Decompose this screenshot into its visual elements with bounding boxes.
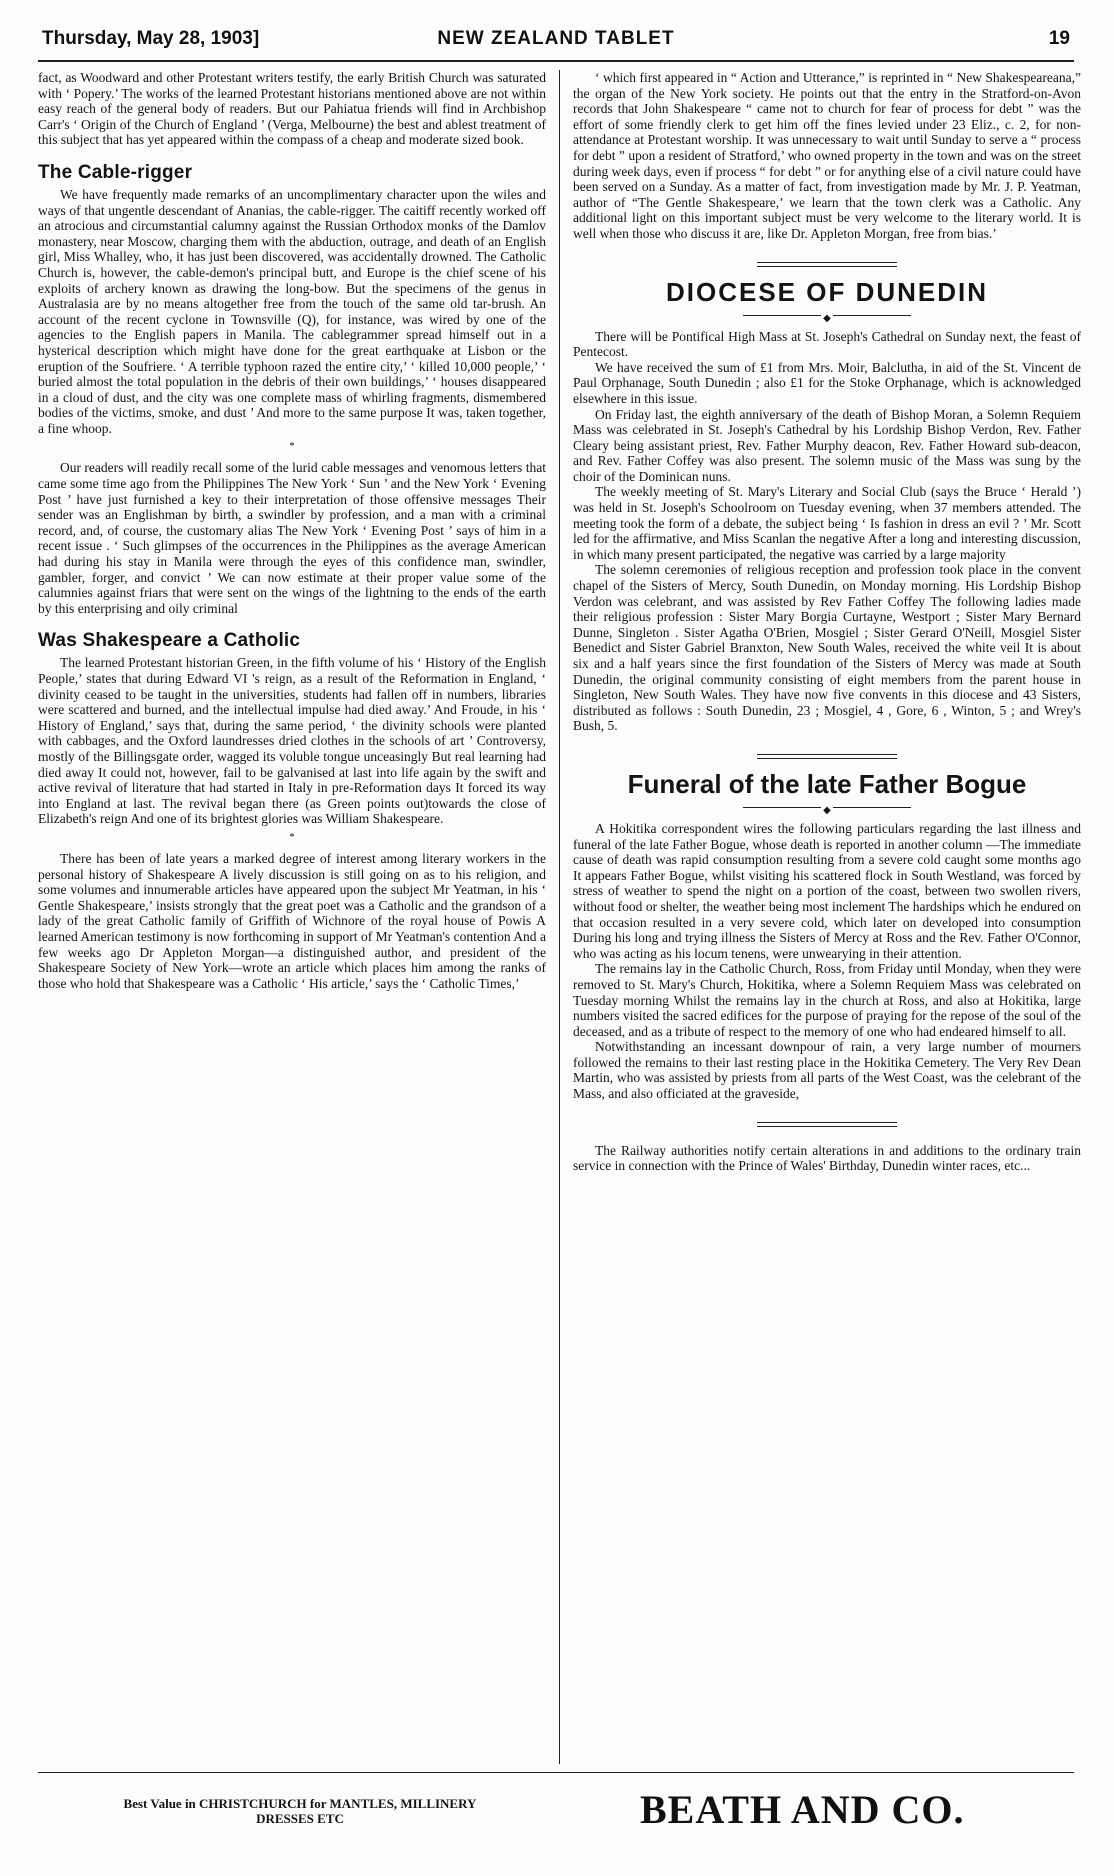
section-rule: [757, 262, 897, 267]
masthead: [38, 14, 1074, 62]
cable-rigger-heading: The Cable-rigger: [38, 161, 193, 183]
issue-date: Thursday, May 28, 1903]: [42, 28, 260, 49]
shakespeare-heading: Was Shakespeare a Catholic: [38, 630, 301, 652]
right-column: [573, 70, 1081, 1764]
diocese-paragraph: The weekly meeting of St. Mary's Literary and Social Club (says the Bruce ‘ Herald ’) was held in St. Joseph's Schoolroom on Tuesday evening, when 37 members attended. The meeting took the form of a debate, the subject being ‘ Is fashion in dress an evil ? ’ Mr. Scott led for the affirmative, and Miss Scanlan the negative After a long and interesting discussion, in which many present participated, the negative was carried by a large majority: [573, 484, 1081, 562]
page-number: 19: [1048, 28, 1070, 49]
section-rule: [757, 1122, 897, 1127]
left-column: [38, 70, 546, 1764]
advert-brand: BEATH AND CO.: [640, 1787, 965, 1832]
diamond-ornament-icon: ◆: [823, 804, 831, 816]
shakespeare-continuation: ‘ which first appeared in “ Action and Utterance,” is reprinted in “ New Shakespeareana,” the organ of the New York society. He points out that the entry in the Stratford-on-Avon records that John Shakespeare “ came not to church for fear of process for debt ” was the effort of some friendly clerk to get him off the fines levied under 23 Eliz., c. 2, for non-attendance at Protestant worship. It was unnecessary to wait until Sunday to serve a “ process for debt ” upon a resident of Stratford,’ who owned property in the town and was on the street during week days, even if process “ for debt ” or for anything else of a civil nature could have been served on a Sunday. As a matter of fact, from investigation made by Mr. J. P. Yeatman, author of “The Gentle Shakespeare,’ we learn that the town clerk was a Catholic. Any additional light on this important subject must be very welcome to the literary world. It is well when those who discuss it are, like Dr. Appleton Morgan, free from bias.’: [573, 70, 1081, 241]
advert-line: Best Value in CHRISTCHURCH for MANTLES, MILLINERY: [123, 1796, 477, 1811]
section-rule: [757, 754, 897, 759]
column-divider: [559, 70, 560, 1764]
bogue-paragraph: The remains lay in the Catholic Church, Ross, from Friday until Monday, when they were removed to St. Mary's Church, Hokitika, where a Solemn Requiem Mass was celebrated on Tuesday morning Whilst the remains lay in the church at Ross, and also at Hokitika, large numbers visited the sacred edifices for the purpose of praying for the repose of the soul of the deceased, and as a tribute of respect to the memory of one who had endeared himself to all.: [573, 961, 1081, 1039]
bogue-paragraph: A Hokitika correspondent wires the following particulars regarding the last illness and funeral of the late Father Bogue, whose death is reported in another column —The immediate cause of death was rapid consumption resulting from a severe cold caught some months ago It appears Father Bogue, whilst visiting his scattered flock in South Westland, was forced by stress of weather to spend the night on a portion of the coast, between two swollen rivers, without food or shelter, the weather being most inclement The hardships which he endured on that occasion resulted in a very severe cold, which later on developed into consumption During his long and trying illness the Sisters of Mercy at Ross and the Rev. Father O'Connor, who was acting as his locum tenens, were unwearying in their attention.: [573, 820, 1081, 961]
footer-rule: [38, 1772, 1074, 1773]
cable-rigger-paragraph: Our readers will readily recall some of the lurid cable messages and venomous letters that came some time ago from the Philippines The New York ‘ Sun ’ and the New York ‘ Evening Post ’ have just furnished a key to their interpretation of those offensive messages Their sender was an Englishman by birth, a swindler by profession, and a man with a criminal record, and, of course, the customary alias The New York ‘ Evening Post ’ says of him in a recent issue . ‘ Such glimpses of the occurrences in the Philippines as the average American had during his stay in Manila were through the eyes of this confidence man, swindler, gambler, forger, and convict ’ We can now estimate at their proper value some of the calumnies against friars that were sent on the wings of the lightning to the ends of the earth by this enterprising and oily criminal: [38, 460, 546, 616]
diocese-heading: DIOCESE OF DUNEDIN: [665, 276, 989, 307]
cable-rigger-paragraph: We have frequently made remarks of an uncomplimentary character upon the wiles and ways of that ungentle descendant of Ananias, the cable-rigger. The caitiff recently worked off an atrocious and circumstantial calumny against the Russian Orthodox monks of the Damlov monastery, near Moscow, charging them with the abduction, outrage, and death of an English girl, Miss Whalley, who, it has just been discovered, was accidentally drowned. The Catholic Church is, however, the cable-demon's principal butt, and Europe is the chief scene of his exploits of archery known as drawing the long-bow. But the specimens of the genus in Australasia are by no means altogether free from the touch of the same old tar-brush. An account of the recent cyclone in Townsville (Q), for instance, was wired by one of the agencies to the English papers in Manila. The cablegrammer spread himself out in a hysterical description which might have done for the great earthquake at Lisbon or the eruption of the Soufriere. ‘ A terrible typhoon razed the entire city,’ ‘ killed 10,000 people,’ ‘ buried almost the total population in the debris of their own buildings,’ ‘ houses disappeared in a cloud of dust, and the city was one complete mass of whirling fragments, dismembered bodies of the victims, smoke, and dust ’ And more to the same purpose It was, taken together, a fine whoop.: [38, 186, 546, 436]
section-separator: *: [289, 440, 295, 453]
diocese-paragraph: There will be Pontifical High Mass at St. Joseph's Cathedral on Sunday next, the feast of Pentecost.: [573, 328, 1081, 360]
shakespeare-paragraph: The learned Protestant historian Green, in the fifth volume of his ‘ History of the English People,’ states that during Edward VI 's reign, as a result of the Reformation in England, ‘ divinity ceased to be taught in the universities, students had fallen off in numbers, libraries were scattered and burned, and the intellectual impulse had died away.’ And Froude, in his ‘ History of England,’ says that, during the same period, ‘ the divinity schools were planted with cabbages, and the Oxford laundresses dried clothes in the schools of art ’ Controversy, mostly of the Billingsgate order, wagged its voluble tongue unceasingly But real learning had died away It could not, however, fail to be galvanised at last into life again by the swift and active revival of literature that had started in Italy in pre-Reformation days It forced its way into England at last. The revival began there (as Green points out)towards the close of Elizabeth's reign And one of its brightest glories was William Shakespeare.: [38, 655, 546, 827]
diamond-ornament-icon: ◆: [823, 312, 831, 324]
bogue-paragraph: Notwithstanding an incessant downpour of rain, a very large number of mourners followed the remains to their last resting place in the Hokitika Cemetery. The Very Rev Dean Martin, who was assisted by priests from all parts of the West Coast, was the celebrant of the Mass, and also officiated at the graveside,: [573, 1039, 1081, 1102]
diocese-paragraph: The solemn ceremonies of religious reception and profession took place in the convent chapel of the Sisters of Mercy, South Dunedin, on Monday morning. His Lordship Bishop Verdon was celebrant, and was assisted by Rev Father Coffey The following ladies made their religious profession : Sister Mary Borgia Curtayne, Westport ; Sister Mary Bernard Dunne, Singleton . Sister Agatha O'Brien, Mosgiel ; Sister Gerard O'Neill, Mosgiel Sister Benedict and Sister Gabriel Branxton, New South Wales, received the white veil It is about six and a half years since the first foundation of the Sisters of Mercy was made at South Dunedin, the original community consisting of eight members from the parent house in Singleton, New South Wales. They have now five convents in this diocese and 43 Sisters, distributed as follows : South Dunedin, 23 ; Mosgiel, 4 , Gore, 6 , Winton, 5 ; and Wrey's Bush, 5.: [573, 562, 1081, 734]
newspaper-title: NEW ZEALAND TABLET: [437, 28, 675, 49]
bogue-heading: Funeral of the late Father Bogue: [627, 768, 1027, 799]
railway-notice: The Railway authorities notify certain alterations in and additions to the ordinary train service in connection with the Prince of Wales' Birthday, Dunedin winter races, etc...: [573, 1142, 1081, 1174]
intro-paragraph: fact, as Woodward and other Protestant writers testify, the early British Church was saturated with ‘ Popery.’ The works of the learned Protestant historians mentioned above are not within easy reach of the general body of readers. But our Pahiatua friends will find in Archbishop Carr's ‘ Origin of the Church of England ’ (Verga, Melbourne) the best and ablest treatment of this subject that has yet appeared within the compass of a cheap and moderate sized book.: [38, 70, 546, 148]
section-separator: *: [289, 830, 295, 843]
footer-advert: [80, 1796, 520, 1826]
heading-ornament: [573, 801, 1081, 816]
diocese-paragraph: We have received the sum of £1 from Mrs. Moir, Balclutha, in aid of the St. Vincent de Paul Orphanage, South Dunedin ; also £1 for the Stoke Orphanage, which is acknowledged elsewhere in this issue.: [573, 359, 1081, 406]
heading-ornament: [573, 309, 1081, 324]
advert-line: DRESSES ETC: [256, 1811, 344, 1826]
diocese-paragraph: On Friday last, the eighth anniversary of the death of Bishop Moran, a Solemn Requiem Mass was celebrated in St. Joseph's Cathedral by his Lordship Bishop Verdon, Rev. Father Cleary being assistant priest, Rev. Father Murphy deacon, Rev. Father Howard sub-deacon, and Rev. Father Coffey was also present. The solemn music of the Mass was sung by the choir of the Dominican nuns.: [573, 406, 1081, 484]
shakespeare-paragraph: There has been of late years a marked degree of interest among literary workers in the personal history of Shakespeare A lively discussion is still going on as to his religion, and some volumes and innumerable articles have appeared upon the subject Mr Yeatman, in his ‘ Gentle Shakespeare,’ insists strongly that the great poet was a Catholic and the grandson of a lady of the great Catholic family of Griffith of Wichnore of the royal house of Powis A learned American testimony is now forthcoming in support of Mr Yeatman's contention And a few weeks ago Dr Appleton Morgan—a distinguished author, and president of the Shakespeare Society of New York—wrote an article which places him among the ranks of those who hold that Shakespeare was a Catholic ‘ His article,’ says the ‘ Catholic Times,’: [38, 850, 546, 991]
